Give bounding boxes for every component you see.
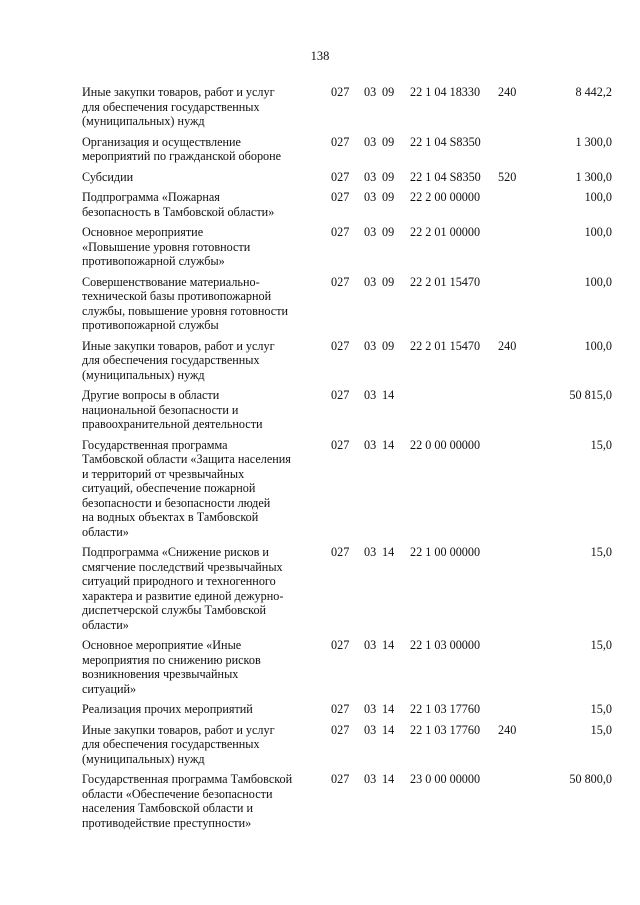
table-row (0, 772, 640, 836)
table-row (0, 339, 640, 389)
description-line: для обеспечения государственных (82, 353, 260, 367)
description-line: Субсидии (82, 169, 134, 184)
target-item-code: 22 2 01 15470 (410, 338, 481, 353)
subsection-code: 14 (382, 702, 395, 716)
page-number: 138 (310, 49, 330, 63)
target-item-code: 22 1 04 S8350 (410, 134, 481, 149)
description-line: (муниципальных) нужд (82, 114, 205, 128)
description-line: мероприятия по снижению рисков (82, 652, 261, 667)
row-description (82, 388, 322, 438)
amount: 15,0 (590, 722, 612, 737)
target-item-code: 22 1 00 00000 (410, 545, 481, 559)
department-code: 027 (331, 702, 350, 716)
subsection-code: 09 (382, 274, 395, 289)
description-line: характера и развитие единой дежурно- (82, 588, 284, 603)
table-row (0, 723, 640, 773)
subsection-code: 14 (382, 437, 395, 452)
amount: 100,0 (584, 225, 612, 239)
subsection-code: 09 (382, 169, 395, 184)
department-code: 027 (331, 545, 350, 559)
row-description (82, 275, 322, 339)
target-item-code: 22 1 03 00000 (410, 638, 481, 652)
description-line: возникновения чрезвычайных (82, 667, 239, 681)
description-line: (муниципальных) нужд (82, 367, 205, 382)
department-code: 027 (331, 338, 350, 353)
description-line: безопасность в Тамбовской области» (82, 204, 275, 219)
section-code: 03 (364, 169, 377, 184)
table-row (0, 702, 640, 723)
subsection-code: 09 (382, 338, 395, 353)
row-description (82, 339, 322, 389)
description-line: Иные закупки товаров, работ и услуг (82, 85, 275, 99)
amount: 1 300,0 (575, 169, 612, 184)
description-line: населения Тамбовской области и (82, 801, 254, 815)
description-line: Совершенствование материально- (82, 274, 260, 289)
target-item-code: 22 0 00 00000 (410, 437, 481, 452)
description-line: Основное мероприятие (82, 225, 204, 239)
target-item-code: 22 1 04 18330 (410, 85, 481, 99)
table-row (0, 438, 640, 546)
description-line: ситуаций, обеспечение пожарной (82, 481, 256, 495)
department-code: 027 (331, 638, 350, 652)
section-code: 03 (364, 134, 377, 149)
section-code: 03 (364, 190, 377, 204)
budget-table (0, 85, 640, 836)
row-description (82, 438, 322, 546)
subsection-code: 14 (382, 772, 395, 786)
description-line: для обеспечения государственных (82, 99, 260, 114)
department-code: 027 (331, 134, 350, 149)
subsection-code: 14 (382, 388, 395, 402)
section-code: 03 (364, 545, 377, 559)
description-line: и территорий от чрезвычайных (82, 466, 245, 481)
table-row (0, 170, 640, 191)
table-row (0, 545, 640, 638)
description-line: Другие вопросы в области (82, 388, 220, 402)
description-line: противодействие преступности» (82, 815, 252, 830)
section-code: 03 (364, 638, 377, 652)
description-line: ситуаций» (82, 681, 137, 696)
department-code: 027 (331, 85, 350, 99)
amount: 100,0 (584, 338, 612, 353)
description-line: службы, повышение уровня готовности (82, 303, 289, 318)
target-item-code: 22 2 01 00000 (410, 225, 481, 239)
section-code: 03 (364, 772, 377, 786)
description-line: мероприятий по гражданской обороне (82, 149, 282, 163)
amount: 1 300,0 (575, 134, 612, 149)
section-code: 03 (364, 225, 377, 239)
description-line: для обеспечения государственных (82, 737, 260, 751)
description-line: противопожарной службы» (82, 254, 225, 268)
target-item-code: 22 1 03 17760 (410, 722, 481, 737)
description-line: противопожарной службы (82, 318, 219, 332)
department-code: 027 (331, 190, 350, 204)
description-line: диспетчерской службы Тамбовской (82, 603, 267, 617)
department-code: 027 (331, 437, 350, 452)
subsection-code: 09 (382, 190, 395, 204)
description-line: на водных объектах в Тамбовской (82, 510, 259, 524)
section-code: 03 (364, 338, 377, 353)
section-code: 03 (364, 722, 377, 737)
subsection-code: 14 (382, 722, 395, 737)
section-code: 03 (364, 702, 377, 716)
subsection-code: 09 (382, 225, 395, 239)
target-item-code: 22 1 04 S8350 (410, 169, 481, 184)
description-line: национальной безопасности и (82, 402, 239, 417)
row-description (82, 545, 322, 638)
description-line: области» (82, 617, 129, 632)
description-line: Подпрограмма «Пожарная (82, 190, 220, 204)
section-code: 03 (364, 388, 377, 402)
amount: 15,0 (590, 437, 612, 452)
description-line: смягчение последствий чрезвычайных (82, 559, 283, 574)
description-line: области» (82, 524, 129, 539)
subsection-code: 14 (382, 545, 395, 559)
department-code: 027 (331, 772, 350, 786)
department-code: 027 (331, 388, 350, 402)
table-row (0, 135, 640, 170)
subsection-code: 14 (382, 638, 395, 652)
table-row (0, 225, 640, 275)
description-line: правоохранительной деятельности (82, 417, 263, 431)
amount: 15,0 (590, 545, 612, 559)
target-item-code: 23 0 00 00000 (410, 772, 481, 786)
amount: 8 442,2 (575, 85, 612, 99)
expense-type-code: 240 (498, 85, 517, 99)
row-description (82, 225, 322, 275)
description-line: Государственная программа (82, 437, 228, 452)
table-row (0, 190, 640, 225)
target-item-code: 22 2 01 15470 (410, 274, 481, 289)
row-description (82, 170, 322, 191)
amount: 15,0 (590, 702, 612, 716)
row-description (82, 85, 322, 135)
row-description (82, 135, 322, 170)
expense-type-code: 520 (498, 169, 517, 184)
description-line: Организация и осуществление (82, 134, 241, 149)
department-code: 027 (331, 274, 350, 289)
row-description (82, 772, 322, 836)
department-code: 027 (331, 225, 350, 239)
amount: 15,0 (590, 638, 612, 652)
subsection-code: 09 (382, 134, 395, 149)
amount: 100,0 (584, 274, 612, 289)
table-row (0, 275, 640, 339)
description-line: Реализация прочих мероприятий (82, 702, 253, 716)
table-row (0, 388, 640, 438)
description-line: Тамбовской области «Защита населения (82, 452, 291, 466)
description-line: технической базы противопожарной (82, 289, 272, 303)
table-row (0, 85, 640, 135)
description-line: безопасности и безопасности людей (82, 495, 271, 510)
row-description (82, 190, 322, 225)
description-line: Подпрограмма «Снижение рисков и (82, 545, 269, 559)
section-code: 03 (364, 437, 377, 452)
amount: 50 800,0 (569, 772, 612, 786)
target-item-code: 22 1 03 17760 (410, 702, 481, 716)
description-line: Основное мероприятие «Иные (82, 638, 242, 652)
description-line: «Повышение уровня готовности (82, 239, 251, 254)
department-code: 027 (331, 169, 350, 184)
amount: 50 815,0 (569, 388, 612, 402)
description-line: области «Обеспечение безопасности (82, 786, 273, 801)
expense-type-code: 240 (498, 722, 517, 737)
subsection-code: 09 (382, 85, 395, 99)
row-description (82, 638, 322, 702)
section-code: 03 (364, 274, 377, 289)
description-line: Иные закупки товаров, работ и услуг (82, 338, 275, 353)
expense-type-code: 240 (498, 338, 517, 353)
department-code: 027 (331, 722, 350, 737)
section-code: 03 (364, 85, 377, 99)
target-item-code: 22 2 00 00000 (410, 190, 481, 204)
amount: 100,0 (584, 190, 612, 204)
row-description (82, 702, 322, 723)
description-line: (муниципальных) нужд (82, 751, 205, 766)
description-line: ситуаций природного и техногенного (82, 574, 276, 588)
row-description (82, 723, 322, 773)
table-row (0, 638, 640, 702)
description-line: Иные закупки товаров, работ и услуг (82, 722, 275, 737)
description-line: Государственная программа Тамбовской (82, 772, 293, 786)
